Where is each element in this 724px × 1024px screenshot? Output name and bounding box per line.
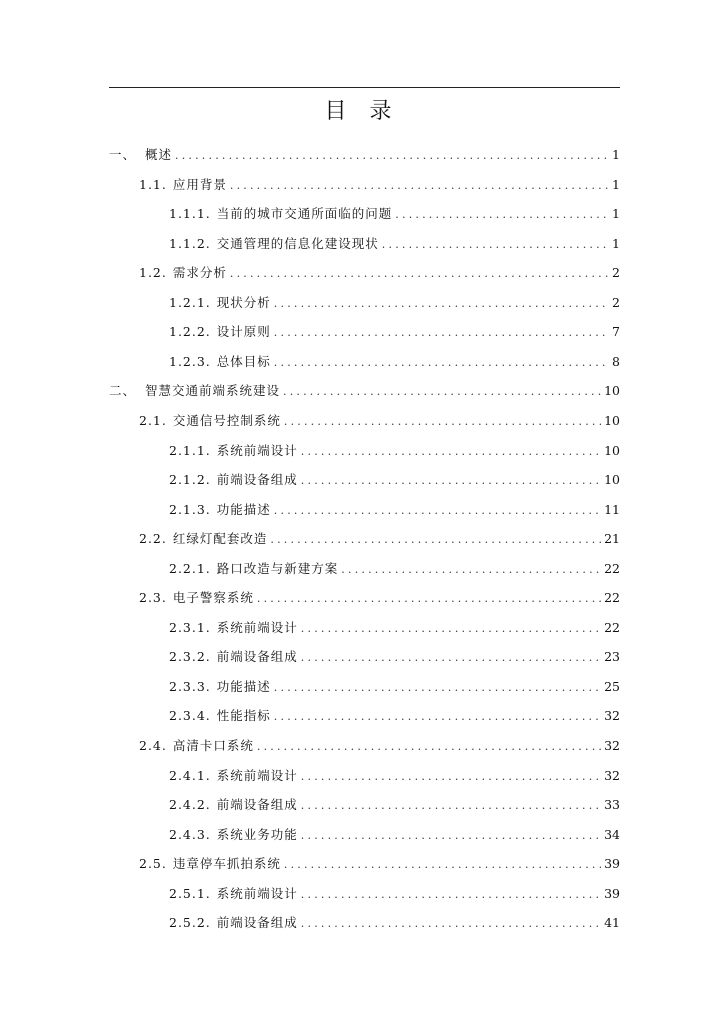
toc-entry-label: 交通管理的信息化建设现状 (216, 236, 379, 251)
toc-entry-page: 22 (604, 590, 620, 605)
toc-entry-number: 1.2.3. (169, 354, 211, 369)
toc-entry-page: 32 (604, 708, 620, 723)
toc-entry-label: 前端设备组成 (216, 797, 298, 812)
toc-dot-leader (301, 443, 601, 461)
toc-dot-leader (257, 738, 601, 756)
toc-entry-label: 前端设备组成 (216, 915, 298, 930)
toc-entry-number: 2.4. (139, 738, 167, 753)
toc-entry-number: 1.2.1. (169, 295, 211, 310)
toc-entry-page: 39 (604, 886, 620, 901)
toc-entry[interactable] (169, 796, 620, 814)
toc-dot-leader (301, 649, 601, 667)
toc-entry-label: 现状分析 (216, 295, 271, 310)
toc-entry[interactable] (169, 560, 620, 578)
toc-entry-label: 前端设备组成 (216, 472, 298, 487)
toc-entry-number: 2.3.1. (169, 620, 211, 635)
toc-entry-page: 22 (604, 561, 620, 576)
toc-dot-leader (284, 413, 601, 431)
toc-entry[interactable] (169, 235, 620, 253)
toc-dot-leader (274, 708, 601, 726)
toc-dot-leader (301, 827, 601, 845)
toc-entry-number: 2.3.3. (169, 679, 211, 694)
toc-dot-leader (270, 531, 601, 549)
toc-entry-page: 1 (612, 206, 620, 221)
toc-dot-leader (341, 561, 601, 579)
toc-entry-number: 1.1. (139, 177, 167, 192)
toc-entry-label: 需求分析 (172, 265, 227, 280)
toc-dot-leader (301, 886, 601, 904)
toc-entry[interactable] (169, 914, 620, 932)
toc-entry-page: 10 (604, 413, 620, 428)
toc-entry[interactable] (169, 294, 620, 312)
toc-entry-label: 高清卡口系统 (172, 738, 254, 753)
toc-entry-number: 1.1.1. (169, 206, 211, 221)
toc-entry-page: 25 (604, 679, 620, 694)
toc-entry-number: 二、 (109, 383, 137, 398)
toc-entry-number: 2.5.1. (169, 886, 211, 901)
toc-dot-leader (274, 295, 609, 313)
toc-entry-label: 性能指标 (216, 708, 271, 723)
toc-entry-number: 2.1. (139, 413, 167, 428)
toc-entry[interactable] (169, 826, 620, 844)
toc-entry[interactable] (169, 619, 620, 637)
toc-dot-leader (274, 679, 601, 697)
toc-entry-label: 系统前端设计 (216, 768, 298, 783)
toc-entry-page: 39 (604, 856, 620, 871)
toc-entry-number: 2.4.3. (169, 827, 211, 842)
toc-entry[interactable] (139, 737, 620, 755)
toc-dot-leader (301, 768, 601, 786)
toc-entry-page: 33 (604, 797, 620, 812)
page-title: 目 录 (324, 99, 400, 124)
toc-entry-label: 功能描述 (216, 502, 271, 517)
toc-dot-leader (301, 797, 601, 815)
toc-entry[interactable] (139, 264, 620, 282)
toc-entry-page: 41 (604, 915, 620, 930)
toc-entry-page: 10 (604, 443, 620, 458)
toc-entry-page: 22 (604, 620, 620, 635)
toc-dot-leader (230, 265, 609, 283)
toc-dot-leader (395, 206, 609, 224)
toc-dot-leader (274, 502, 601, 520)
toc-entry-page: 7 (612, 324, 620, 339)
toc-entry[interactable] (169, 767, 620, 785)
toc-dot-leader (274, 354, 609, 372)
toc-entry-number: 2.1.3. (169, 502, 211, 517)
toc-dot-leader (230, 177, 609, 195)
toc-entry-label: 智慧交通前端系统建设 (145, 383, 281, 398)
toc-dot-leader (283, 383, 601, 401)
toc-entry-page: 11 (604, 502, 620, 517)
toc-entry[interactable] (139, 176, 620, 194)
toc-entry-number: 2.1.2. (169, 472, 211, 487)
toc-entry-page: 23 (604, 649, 620, 664)
toc-entry-label: 总体目标 (216, 354, 271, 369)
toc-entry-number: 2.3.4. (169, 708, 211, 723)
toc-entry[interactable] (109, 146, 620, 164)
toc-entry-label: 设计原则 (216, 324, 271, 339)
toc-entry-page: 2 (612, 295, 620, 310)
toc-entry-page: 32 (604, 768, 620, 783)
toc-entry-number: 1.2.2. (169, 324, 211, 339)
toc-entry[interactable] (109, 382, 620, 400)
toc-entry-label: 交通信号控制系统 (172, 413, 281, 428)
toc-entry[interactable] (139, 412, 620, 430)
toc-dot-leader (301, 472, 601, 490)
toc-entry-label: 应用背景 (172, 177, 227, 192)
toc-entry-label: 违章停车抓拍系统 (172, 856, 281, 871)
toc-entry-label: 红绿灯配套改造 (172, 531, 268, 546)
toc-entry-page: 2 (612, 265, 620, 280)
toc-entry-page: 8 (612, 354, 620, 369)
toc-entry[interactable] (169, 442, 620, 460)
toc-entry-number: 1.2. (139, 265, 167, 280)
toc-entry-number: 1.1.2. (169, 236, 211, 251)
toc-entry[interactable] (169, 501, 620, 519)
toc-entry-label: 系统前端设计 (216, 620, 298, 635)
toc-dot-leader (301, 915, 601, 933)
toc-entry[interactable] (169, 471, 620, 489)
toc-entry[interactable] (169, 707, 620, 725)
toc-entry[interactable] (139, 530, 620, 548)
toc-entry-number: 2.4.1. (169, 768, 211, 783)
toc-entry-number: 2.1.1. (169, 443, 211, 458)
toc-dot-leader (284, 856, 601, 874)
toc-entry-label: 路口改造与新建方案 (216, 561, 339, 576)
toc-dot-leader (301, 620, 601, 638)
toc-entry-page: 10 (604, 383, 620, 398)
toc-entry-label: 当前的城市交通所面临的问题 (216, 206, 393, 221)
toc-dot-leader (257, 590, 601, 608)
toc-entry-number: 一、 (109, 147, 137, 162)
toc-entry[interactable] (169, 353, 620, 371)
toc-entry-number: 2.2.1. (169, 561, 211, 576)
toc-entry-page: 1 (612, 147, 620, 162)
toc-entry-number: 2.5. (139, 856, 167, 871)
toc-entry-page: 21 (604, 531, 620, 546)
toc-entry-label: 电子警察系统 (172, 590, 254, 605)
toc-entry-page: 1 (612, 236, 620, 251)
toc-entry-label: 系统前端设计 (216, 886, 298, 901)
toc-entry-label: 系统前端设计 (216, 443, 298, 458)
toc-entry[interactable] (169, 648, 620, 666)
toc-entry-label: 概述 (145, 147, 173, 162)
toc-entry-page: 10 (604, 472, 620, 487)
toc-entry-page: 1 (612, 177, 620, 192)
toc-entry[interactable] (169, 323, 620, 341)
toc-entry-page: 32 (604, 738, 620, 753)
toc-entry[interactable] (169, 205, 620, 223)
toc-entry-page: 34 (604, 827, 620, 842)
toc-entry-number: 2.5.2. (169, 915, 211, 930)
toc-dot-leader (175, 147, 609, 165)
toc-entry[interactable] (169, 885, 620, 903)
toc-entry[interactable] (139, 855, 620, 873)
toc-entry-label: 功能描述 (216, 679, 271, 694)
toc-entry[interactable] (169, 678, 620, 696)
toc-entry-label: 前端设备组成 (216, 649, 298, 664)
toc-dot-leader (274, 324, 609, 342)
toc-entry[interactable] (139, 589, 620, 607)
toc-dot-leader (382, 236, 609, 254)
toc-entry-number: 2.4.2. (169, 797, 211, 812)
toc-entry-number: 2.3. (139, 590, 167, 605)
toc-entry-number: 2.3.2. (169, 649, 211, 664)
toc-entry-number: 2.2. (139, 531, 167, 546)
toc-entry-label: 系统业务功能 (216, 827, 298, 842)
